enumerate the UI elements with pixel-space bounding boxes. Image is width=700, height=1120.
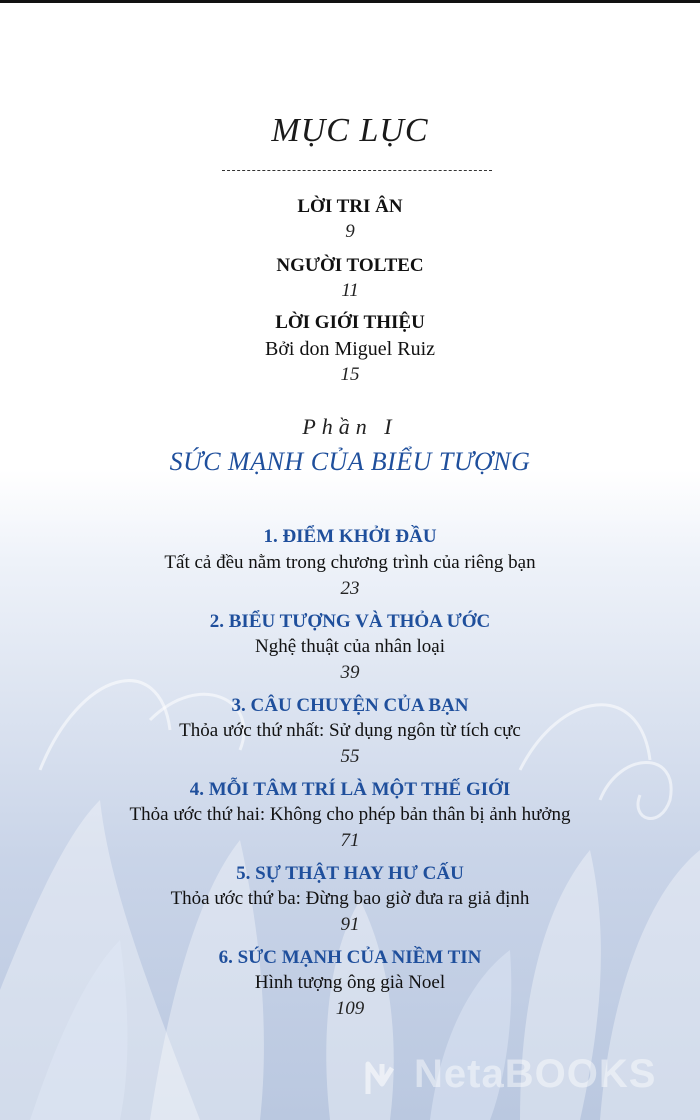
- chapter-1-subtitle: Tất cả đều nằm trong chương trình của riêng bạn: [164, 552, 536, 573]
- chapter-1-page: 23: [340, 578, 360, 599]
- chapter-6-subtitle: Hình tượng ông già Noel: [254, 972, 446, 993]
- toc-entry-toltec-page: 11: [341, 280, 359, 301]
- chapter-4-page: 71: [340, 830, 360, 851]
- toc-entry-toltec-title[interactable]: NGƯỜI TOLTEC: [276, 255, 424, 276]
- watermark-text: NetaBOOKS: [414, 1052, 657, 1096]
- toc-entry-introduction-page: 15: [340, 364, 360, 385]
- chapter-3-subtitle: Thỏa ước thứ nhất: Sử dụng ngôn từ tích cực: [179, 720, 521, 741]
- part-label: Phần I: [302, 414, 398, 439]
- toc-entry-introduction-subtitle: Bởi don Miguel Ruiz: [264, 338, 436, 360]
- chapter-5-title[interactable]: 5. SỰ THẬT HAY HƯ CẤU: [236, 863, 464, 884]
- page-title: MỤC LỤC: [271, 112, 429, 149]
- chapter-5-page: 91: [340, 914, 360, 935]
- chapter-4-subtitle: Thỏa ước thứ hai: Không cho phép bản thân bị ảnh hưởng: [129, 804, 571, 825]
- chapter-3-page: 55: [340, 746, 360, 767]
- title-divider: [222, 170, 492, 171]
- netabooks-logo-icon: [362, 1054, 410, 1102]
- toc-entry-acknowledgements-title[interactable]: LỜI TRI ÂN: [297, 196, 403, 217]
- toc-entry-acknowledgements-page: 9: [345, 221, 355, 242]
- chapter-3-title[interactable]: 3. CÂU CHUYỆN CỦA BẠN: [231, 695, 469, 716]
- chapter-6-page: 109: [335, 998, 365, 1019]
- chapter-2-subtitle: Nghệ thuật của nhân loại: [255, 636, 445, 657]
- chapter-2-title[interactable]: 2. BIỂU TƯỢNG VÀ THỎA ƯỚC: [209, 611, 491, 632]
- chapter-2-page: 39: [340, 662, 360, 683]
- chapter-4-title[interactable]: 4. MỖI TÂM TRÍ LÀ MỘT THẾ GIỚI: [189, 779, 511, 800]
- part-title: SỨC MẠNH CỦA BIỂU TƯỢNG: [169, 447, 531, 476]
- chapter-1-title[interactable]: 1. ĐIỂM KHỞI ĐẦU: [263, 526, 437, 547]
- chapter-5-subtitle: Thỏa ước thứ ba: Đừng bao giờ đưa ra giả định: [170, 888, 530, 909]
- chapter-6-title[interactable]: 6. SỨC MẠNH CỦA NIỀM TIN: [218, 947, 482, 968]
- toc-entry-introduction-title[interactable]: LỜI GIỚI THIỆU: [275, 312, 425, 333]
